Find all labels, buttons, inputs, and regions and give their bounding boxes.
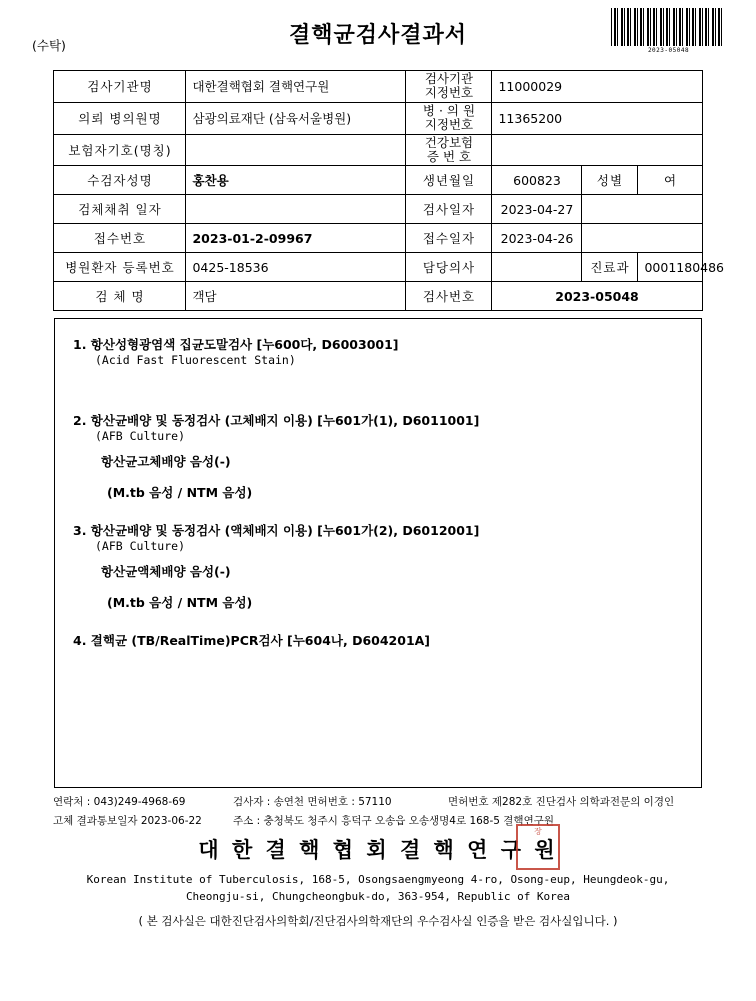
result-detail: (M.tb 음성 / NTM 음성): [107, 485, 253, 501]
dept-label: 진료과: [582, 253, 638, 282]
barcode-number: 2023-05048: [647, 47, 690, 54]
birthdate-label: 생년월일: [406, 166, 492, 195]
table-row: [54, 253, 702, 282]
lab-code-label: 검사기관 지정번호: [406, 71, 492, 103]
receipt-date-value: 2023-04-26: [492, 224, 582, 253]
table-row: [54, 224, 702, 253]
insurance-cert-label: 건강보험 증 번 호: [406, 134, 492, 166]
results-box: [54, 318, 702, 788]
test-no-label: 검사번호: [406, 282, 492, 311]
document-header: [0, 0, 756, 62]
insurance-cert-value: [492, 134, 702, 166]
clinic-code-label: 병 · 의 원 지정번호: [406, 102, 492, 134]
result-detail: (M.tb 음성 / NTM 음성): [107, 595, 253, 611]
clinic-name-value: 삼광의료재단 (삼육서울병원): [186, 102, 406, 134]
tester-info: 검사자 : 송연천 면허번호 : 57110: [233, 796, 392, 809]
organization-name-text: 대 한 결 핵 협 회 결 핵 연 구 원: [198, 838, 558, 863]
result-value: 항산균고체배양 음성(-): [101, 454, 231, 470]
patient-name-label: 수검자성명: [54, 166, 186, 195]
result-title: 3. 항산균배양 및 동정검사 (액체배지 이용) [누601가(2), D6012001]: [73, 523, 480, 539]
collection-date-label: 검체채취 일자: [54, 195, 186, 224]
table-row: [54, 195, 702, 224]
result-item-1: [73, 335, 683, 367]
lab-name-label: 검사기관명: [54, 71, 186, 103]
sex-value: 여: [638, 166, 702, 195]
spacer: [73, 503, 683, 521]
specimen-label: 검 체 명: [54, 282, 186, 311]
address-en: [28, 872, 728, 905]
clinic-name-label: 의뢰 병의원명: [54, 102, 186, 134]
test-date-filler: [582, 195, 702, 224]
accreditation-note: ( 본 검사실은 대한진단검사의학회/진단검사의학재단의 우수검사실 인증을 받은 검사실입니다. ): [138, 914, 618, 929]
test-date-value: 2023-04-27: [492, 195, 582, 224]
table-row: [54, 134, 702, 166]
patient-reg-label: 병원환자 등록번호: [54, 253, 186, 282]
patient-info-table: [53, 70, 725, 311]
barcode-bars: [611, 8, 723, 46]
report-date: 고체 결과통보일자 2023-06-22: [53, 815, 202, 828]
insurance-code-label: 보험자기호(명칭): [54, 134, 186, 166]
result-title: 2. 항산균배양 및 동정검사 (고체배지 이용) [누601가(1), D6011001]: [73, 413, 480, 429]
collection-date-value: [186, 195, 406, 224]
table-row: [54, 102, 702, 134]
institute-address: 주소 : 충청북도 청주시 흥덕구 오송읍 오송생명4로 168-5 결핵연구원: [233, 815, 555, 828]
address-en-line1: Korean Institute of Tuberculosis, 168-5, Osongsaengmyeong 4-ro, Osong-eup, Heungdeok-gu,: [86, 873, 670, 887]
seal-text: 장: [534, 827, 542, 837]
table-row: [54, 282, 702, 311]
consign-label: (수탁): [32, 38, 66, 53]
sex-label: 성별: [582, 166, 638, 195]
footer-row-2: [28, 813, 728, 828]
doctor-label: 담당의사: [406, 253, 492, 282]
table-row: [54, 166, 702, 195]
lab-code-value: 11000029: [492, 71, 702, 103]
result-value: 항산균액체배양 음성(-): [101, 564, 231, 580]
result-subtitle: (AFB Culture): [95, 429, 186, 444]
result-item-3: [73, 521, 683, 611]
insurance-code-value: [186, 134, 406, 166]
address-en-line2: Cheongju-si, Chungcheongbuk-do, 363-954, Republic of Korea: [185, 889, 571, 903]
official-seal-icon: [516, 824, 560, 870]
birthdate-value: 600823: [492, 166, 582, 195]
result-title: 1. 항산성형광염색 집균도말검사 [누600다, D6003001]: [73, 337, 399, 353]
spacer: [73, 613, 683, 631]
specimen-value: 객담: [186, 282, 406, 311]
receipt-date-filler: [582, 224, 702, 253]
doctor-value: [492, 253, 582, 282]
receipt-no-label: 접수번호: [54, 224, 186, 253]
result-subtitle: (Acid Fast Fluorescent Stain): [95, 353, 296, 368]
table-row: [54, 71, 702, 103]
patient-reg-value: 0425-18536: [186, 253, 406, 282]
test-no-value: 2023-05048: [492, 282, 702, 311]
footer-row-1: [28, 794, 728, 809]
contact-info: 연락처 : 043)249-4968-69: [53, 796, 186, 809]
page-title: 결핵균검사결과서: [288, 23, 468, 48]
lab-name-value: 대한결핵협회 결핵연구원: [186, 71, 406, 103]
receipt-no-value: 2023-01-2-09967: [186, 224, 406, 253]
clinic-code-value: 11365200: [492, 102, 702, 134]
result-subtitle: (AFB Culture): [95, 539, 186, 554]
dept-value: 0001180486: [638, 253, 702, 282]
result-title: 4. 결핵균 (TB/RealTime)PCR검사 [누604나, D604201A]: [73, 633, 431, 649]
barcode: [611, 8, 726, 54]
result-item-2: [73, 411, 683, 501]
test-date-label: 검사일자: [406, 195, 492, 224]
organization-name: [28, 827, 728, 864]
receipt-date-label: 접수일자: [406, 224, 492, 253]
spacer: [73, 369, 683, 411]
result-item-4: [73, 631, 683, 649]
patient-name-value: 홍찬용: [186, 166, 406, 195]
license-info: 면허번호 제282호 진단검사 의학과전문의 이경인: [448, 796, 675, 809]
document-footer: [28, 794, 728, 929]
